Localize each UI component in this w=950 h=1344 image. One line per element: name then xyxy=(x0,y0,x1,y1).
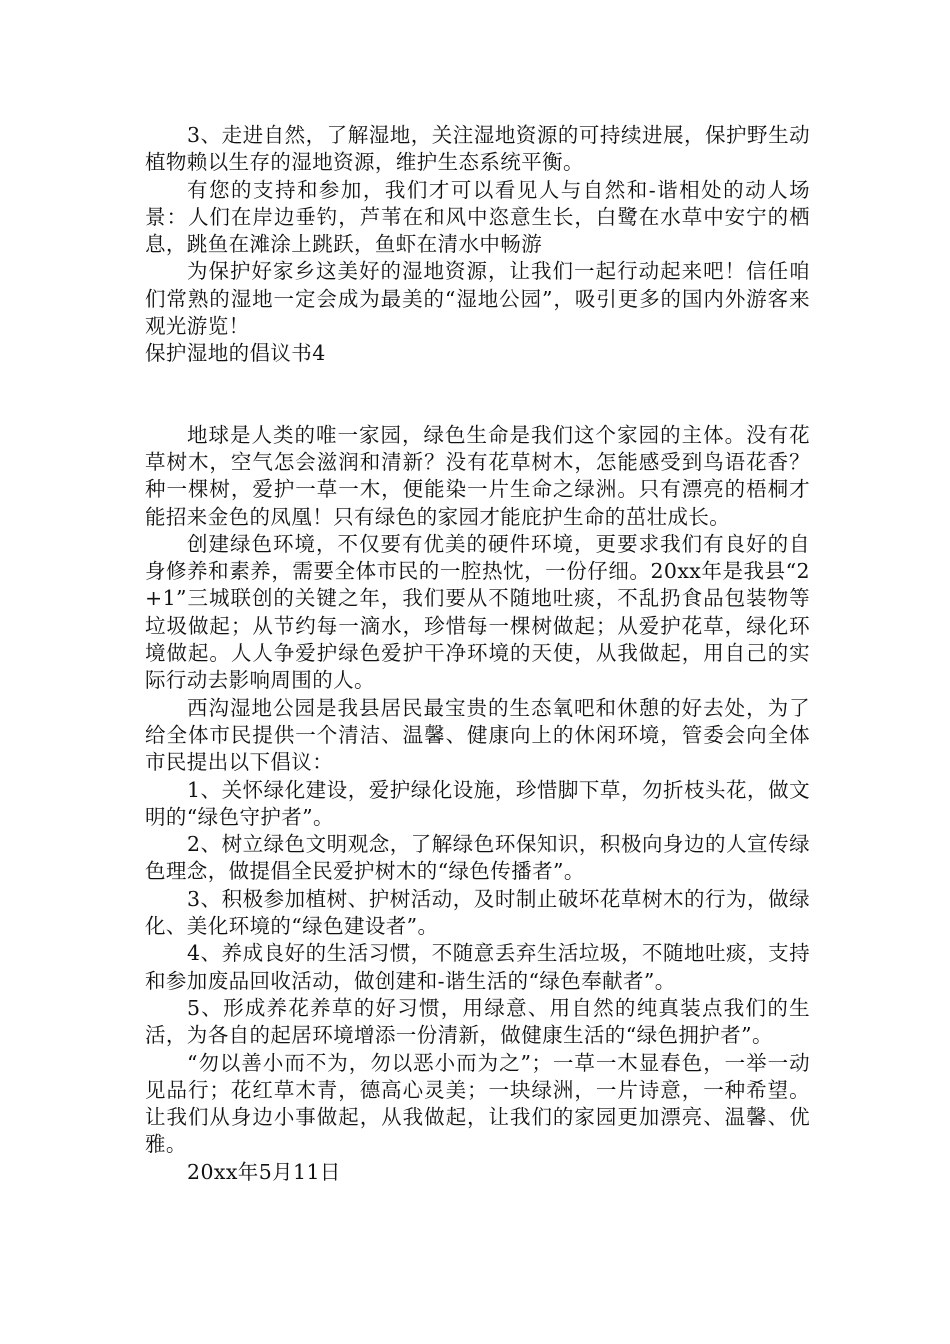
section-title: 保护湿地的倡议书4 xyxy=(145,341,326,366)
body-paragraph: 西沟湿地公园是我县居民最宝贵的生态氧吧和休憩的好去处，为了给全体市民提供一个清洁、温馨、健康向上的休闲环境，管委会向全体市民提出以下倡议： xyxy=(145,695,810,775)
body-paragraph: 地球是人类的唯一家园，绿色生命是我们这个家园的主体。没有花草树木，空气怎会滋润和清新？没有花草树木，怎能感受到鸟语花香？种一棵树，爱护一草一木，便能染一片生命之绿洲。只有漂亮的梧桐才能招来金色的凤凰！只有绿色的家园才能庇护生命的茁壮成长。 xyxy=(145,422,810,529)
body-paragraph: 创建绿色环境，不仅要有优美的硬件环境，更要求我们有良好的自身修养和素养，需要全体市民的一腔热忱，一份仔细。20xx年是我县“2+1”三城联创的关键之年，我们要从不随地吐痰，不乱扔食品包装物等垃圾做起；从节约每一滴水，珍惜每一棵树做起；从爱护花草，绿化环境做起。人人争爱护绿色爱护干净环境的天使，从我做起，用自己的实际行动去影响周围的人。 xyxy=(145,531,810,693)
intro-paragraph: 3、走进自然，了解湿地，关注湿地资源的可持续进展，保护野生动植物赖以生存的湿地资源，维护生态系统平衡。 xyxy=(145,123,810,175)
document-page xyxy=(145,122,810,1186)
proposal-item: 3、积极参加植树、护树活动，及时制止破坏花草树木的行为，做绿化、美化环境的“绿色建设者”。 xyxy=(145,886,810,939)
document-date: 20xx年5月11日 xyxy=(187,1159,341,1184)
intro-paragraph: 为保护好家乡这美好的湿地资源，让我们一起行动起来吧！信任咱们常熟的湿地一定会成为最美的“湿地公园”，吸引更多的国内外游客来观光游览！ xyxy=(145,259,810,339)
proposal-item: 2、树立绿色文明观念，了解绿色环保知识，积极向身边的人宣传绿色理念，做提倡全民爱护树木的“绿色传播者”。 xyxy=(145,832,810,884)
closing-paragraph: “勿以善小而不为，勿以恶小而为之”；一草一木显春色，一举一动见品行；花红草木青，德高心灵美；一块绿洲，一片诗意，一种希望。让我们从身边小事做起，从我做起，让我们的家园更加漂亮、温馨、优雅。 xyxy=(145,1050,810,1157)
intro-paragraph: 有您的支持和参加，我们才可以看见人与自然和-谐相处的动人场景：人们在岸边垂钓，芦苇在和风中恣意生长，白鹭在水草中安宁的栖息，跳鱼在滩涂上跳跃，鱼虾在清水中畅游 xyxy=(145,177,810,257)
proposal-item: 5、形成养花养草的好习惯，用绿意、用自然的纯真装点我们的生活，为各自的起居环境增添一份清新，做健康生活的“绿色拥护者”。 xyxy=(145,995,810,1048)
proposal-item: 4、养成良好的生活习惯，不随意丢弃生活垃圾，不随地吐痰，支持和参加废品回收活动，做创建和-谐生活的“绿色奉献者”。 xyxy=(145,941,810,993)
proposal-item: 1、关怀绿化建设，爱护绿化设施，珍惜脚下草，勿折枝头花，做文明的“绿色守护者”。 xyxy=(145,777,810,829)
